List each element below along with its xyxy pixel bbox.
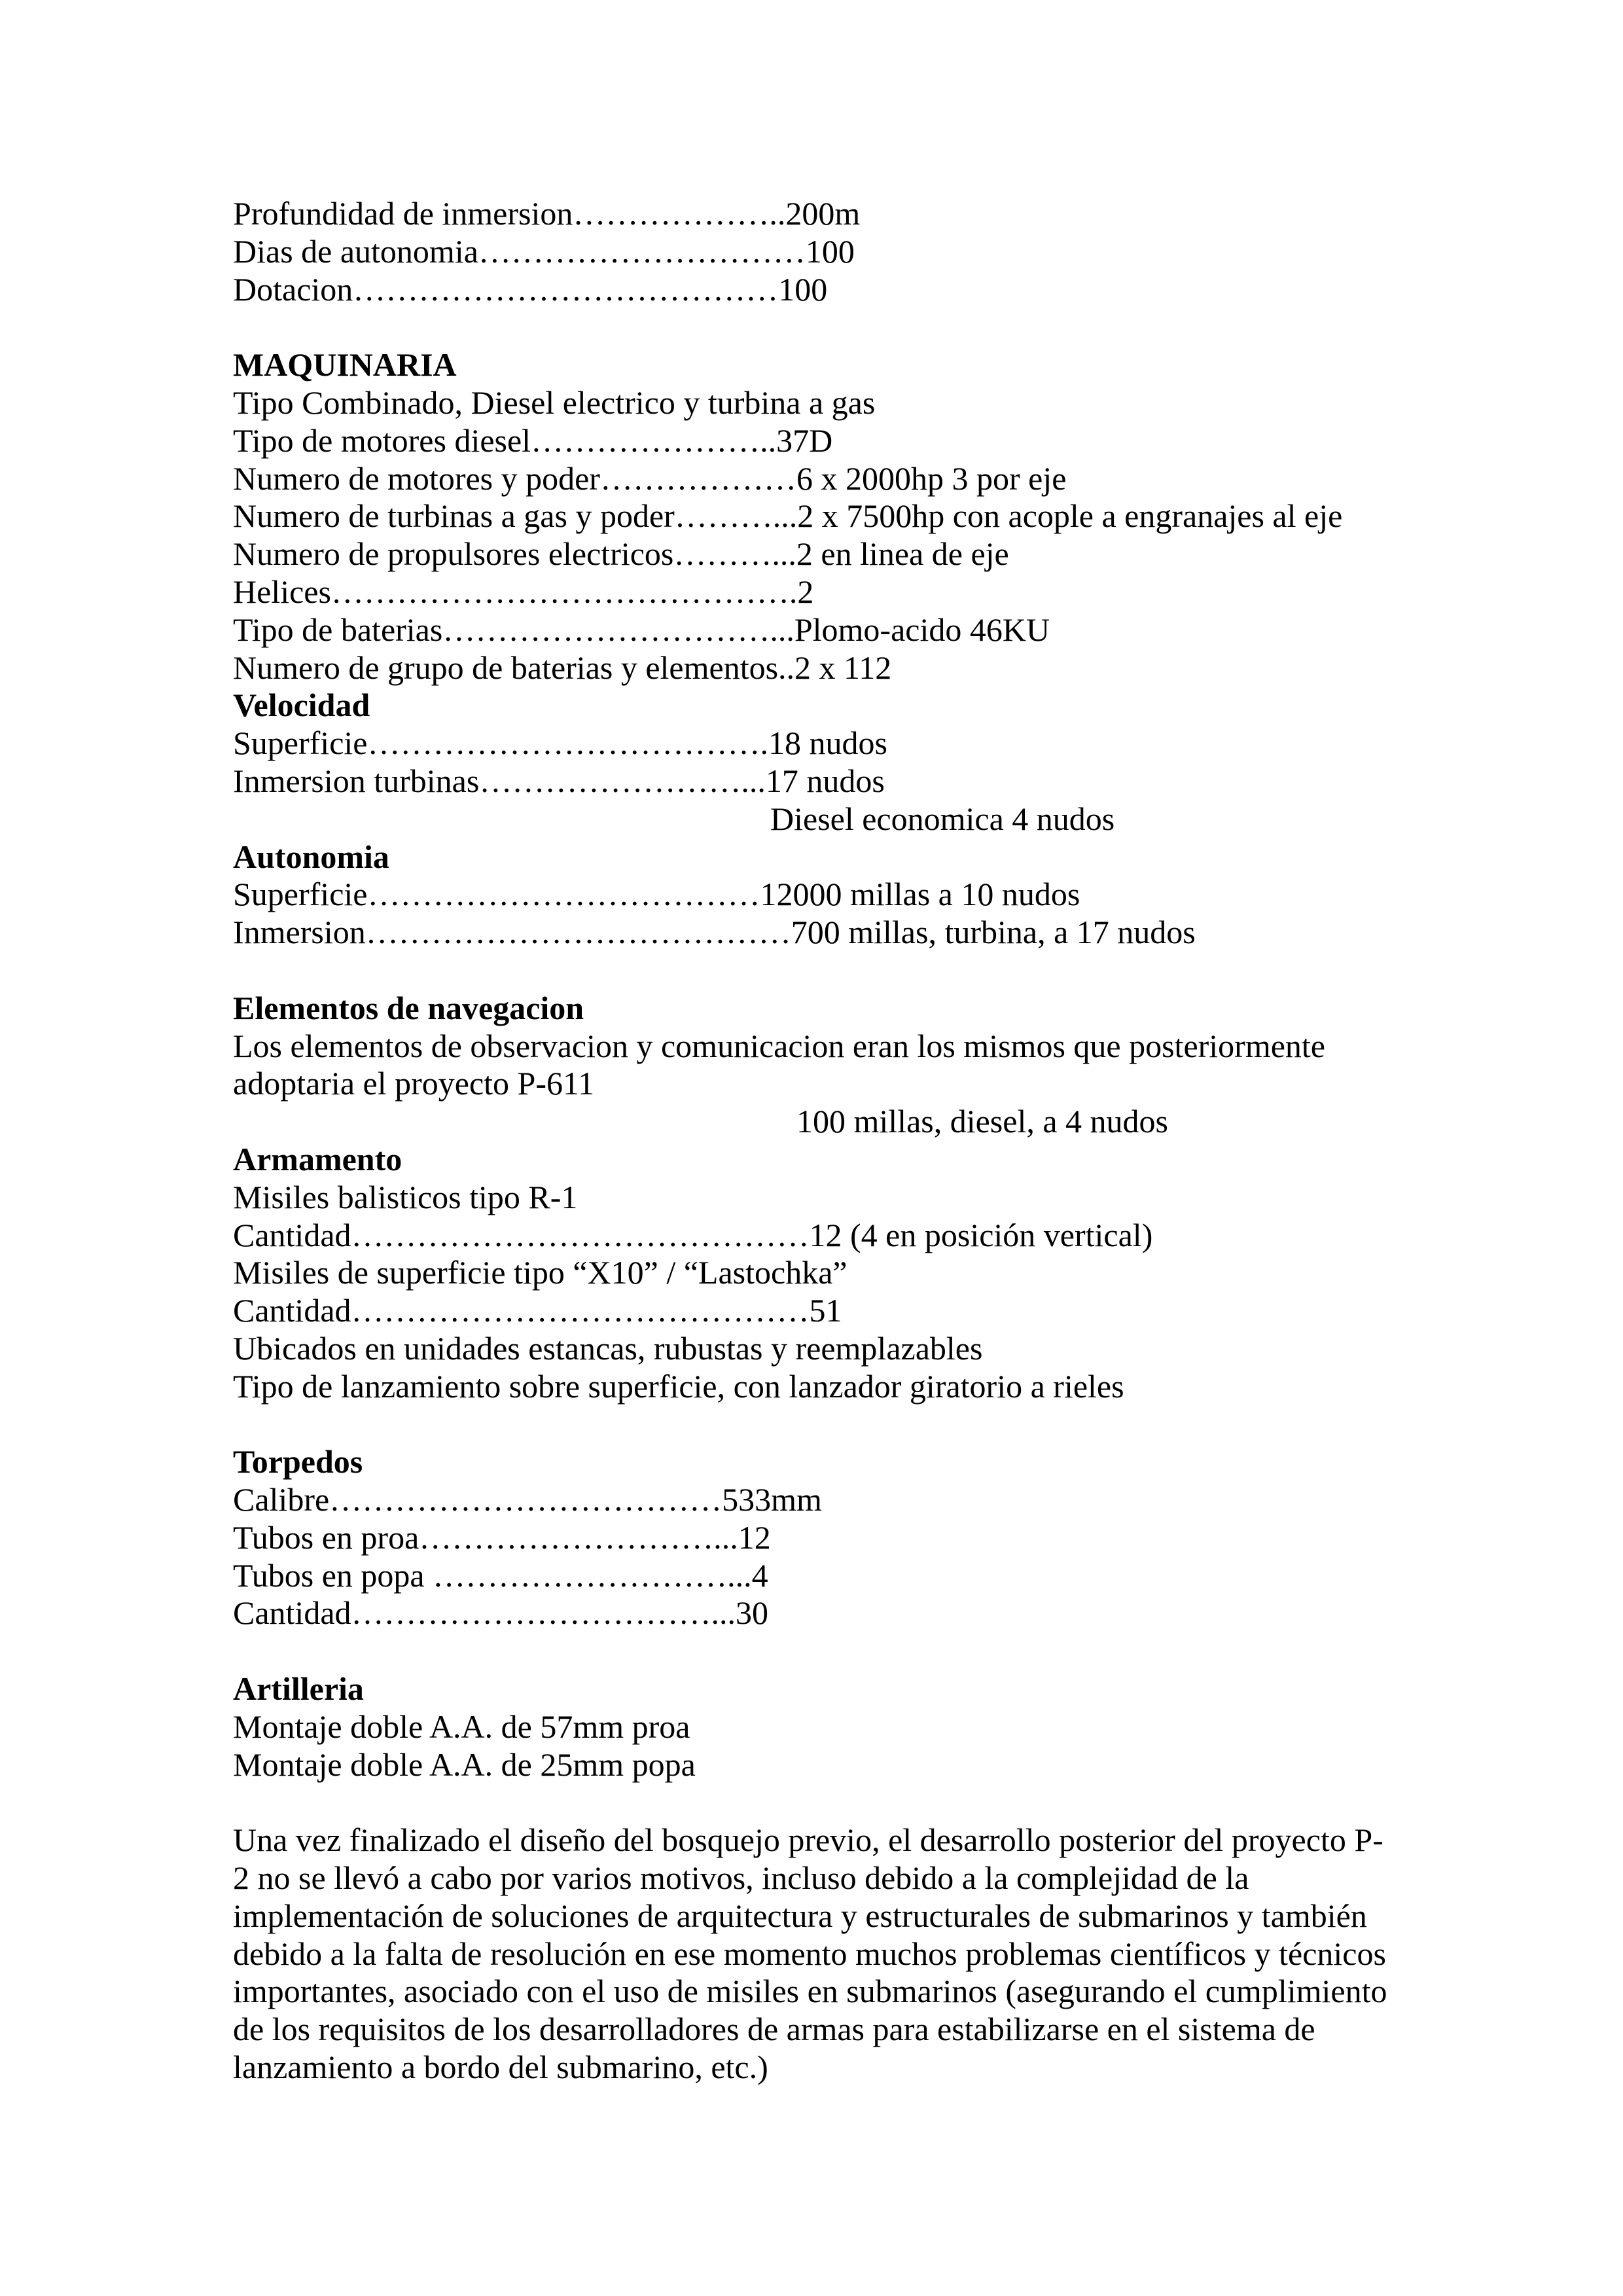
paragraph-line: lanzamiento a bordo del submarino, etc.)	[233, 2049, 768, 2086]
spec-line: Tubos en popa ………………………...4	[233, 1556, 768, 1594]
section-heading: Velocidad	[233, 687, 370, 724]
spec-line: Dotacion…………………………………100	[233, 270, 828, 308]
paragraph-line: implementación de soluciones de arquitectura y estructurales de submarinos y también	[233, 1897, 1367, 1934]
section-artilleria	[233, 1670, 1411, 1784]
paragraph-line: debido a la falta de resolución en ese momento muchos problemas científicos y técnicos	[233, 1935, 1386, 1972]
spec-line-indented: Diesel economica 4 nudos	[770, 800, 1115, 837]
spec-line: Numero de turbinas a gas y poder………...2 x 7500hp con acople a engranajes al eje	[233, 497, 1343, 535]
text-line: Los elementos de observacion y comunicacion eran los mismos que posteriormente	[233, 1027, 1325, 1064]
document-page	[233, 195, 1411, 2087]
spec-line: Tubos en proa………………………...12	[233, 1518, 771, 1556]
spacer	[233, 952, 1411, 990]
spec-line: Helices…………………………………….2	[233, 573, 814, 610]
section-velocidad	[233, 687, 1411, 838]
spec-line: Profundidad de inmersion………………..200m	[233, 195, 861, 232]
spec-line: Inmersion turbinas……………………...17 nudos	[233, 762, 885, 799]
section-maquinaria	[233, 346, 1411, 687]
text-line: adoptaria el proyecto P-611	[233, 1065, 595, 1102]
spec-line: Numero de motores y poder………………6 x 2000hp 3 por eje	[233, 459, 1067, 497]
spec-line: Cantidad……………………………………51	[233, 1292, 842, 1329]
closing-paragraph	[233, 1821, 1411, 2087]
spec-line: Misiles de superficie tipo “X10” / “Lastochka”	[233, 1254, 847, 1291]
section-torpedos	[233, 1443, 1411, 1632]
specs-top	[233, 195, 1411, 308]
spec-line: Montaje doble A.A. de 25mm popa	[233, 1746, 696, 1783]
section-navegacion	[233, 990, 1411, 1141]
section-autonomia	[233, 838, 1411, 952]
spec-line: Dias de autonomia…………………………100	[233, 232, 855, 270]
spec-line: Superficie………………………………12000 millas a 10 nudos	[233, 876, 1080, 913]
section-armamento	[233, 1141, 1411, 1406]
spec-line: Montaje doble A.A. de 57mm proa	[233, 1708, 690, 1745]
spec-line: Calibre………………………………533mm	[233, 1481, 822, 1518]
spacer	[233, 1632, 1411, 1670]
section-heading: Torpedos	[233, 1443, 363, 1480]
section-heading: MAQUINARIA	[233, 346, 457, 384]
section-heading: Autonomia	[233, 838, 389, 875]
spec-line-indented: 100 millas, diesel, a 4 nudos	[796, 1103, 1168, 1140]
spacer	[233, 308, 1411, 346]
section-heading: Armamento	[233, 1140, 402, 1177]
section-heading: Elementos de navegacion	[233, 989, 584, 1026]
spacer	[233, 1406, 1411, 1444]
paragraph-line: importantes, asociado con el uso de misiles en submarinos (asegurando el cumplimiento	[233, 1973, 1387, 2010]
spacer	[233, 1784, 1411, 1821]
paragraph-line: de los requisitos de los desarrolladores de armas para estabilizarse en el sistema de	[233, 2011, 1315, 2048]
section-heading: Artilleria	[233, 1670, 364, 1708]
spec-line: Inmersion…………………………………700 millas, turbina, a 17 nudos	[233, 914, 1196, 951]
spec-line: Tipo de baterias…………………………...Plomo-acido 46KU	[233, 611, 1050, 648]
spec-line: Cantidad……………………………...30	[233, 1594, 769, 1632]
spec-line: Cantidad……………………………………12 (4 en posición vertical)	[233, 1216, 1153, 1253]
spec-line: Tipo de lanzamiento sobre superficie, con lanzador giratorio a rieles	[233, 1367, 1124, 1405]
spec-line: Misiles balisticos tipo R-1	[233, 1178, 578, 1215]
spec-line: Numero de grupo de baterias y elementos..2 x 112	[233, 649, 892, 686]
spec-line: Tipo de motores diesel…………………..37D	[233, 422, 833, 459]
spec-line: Ubicados en unidades estancas, rubustas y reemplazables	[233, 1329, 983, 1367]
paragraph-line: Una vez finalizado el diseño del bosquejo previo, el desarrollo posterior del proyecto P-	[233, 1821, 1383, 1859]
spec-line: Numero de propulsores electricos………...2 en linea de eje	[233, 535, 1009, 573]
spec-line: Superficie……………………………….18 nudos	[233, 725, 887, 762]
paragraph-line: 2 no se llevó a cabo por varios motivos, incluso debido a la complejidad de la	[233, 1859, 1249, 1897]
spec-line: Tipo Combinado, Diesel electrico y turbina a gas	[233, 384, 876, 421]
